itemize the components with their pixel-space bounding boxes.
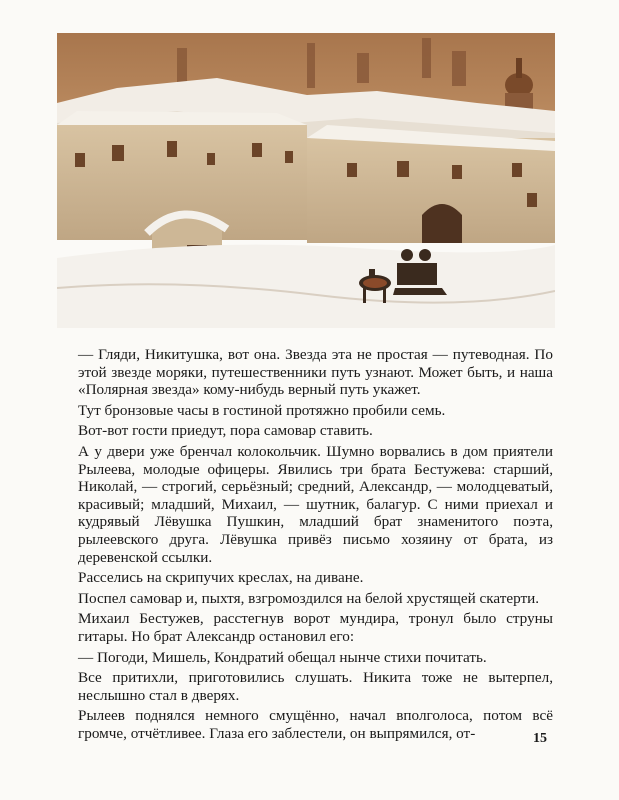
paragraph: Вот-вот гости приедут, пора самовар ставить. [78,422,373,440]
paragraph: Рылеев поднялся немного смущённо, начал вполголоса, потом всё громче, отчётливее. Глаза его заблестели, он выпрямился, от- [78,707,553,742]
paragraph: — Погоди, Мишель, Кондратий обещал нынче стихи почитать. [78,648,487,666]
page-number: 15 [533,731,547,746]
paragraph: Расселись на скрипучих креслах, на диване. [78,569,364,587]
paragraph: Поспел самовар и, пыхтя, взгромоздился на белой хрустящей скатерти. [78,589,540,607]
winter-courtyard-illustration [57,33,555,328]
paragraph: Тут бронзовые часы в гостиной протяжно пробили семь. [78,401,446,419]
paragraph: Михаил Бестужев, расстегнув ворот мундира, тронул было струны гитары. Но брат Александр остановил его: [78,610,553,645]
paragraph: — Гляди, Никитушка, вот она. Звезда эта не простая — путеводная. По этой звезде моряки, путешественники путь узнают. Может быть, и наша «Полярная звезда» кому-нибудь верный путь укажет. [78,346,553,399]
illustration-drawing [57,33,555,328]
paragraph: А у двери уже бренчал колокольчик. Шумно ворвались в дом приятели Рылеева, молодые офицеры. Явились три брата Бестужева: старший, Николай, — строгий, серьёзный; средний, Александр, — молодцеватый, красивый; младший, Михаил, — шутник, балагур. С ними приехал и кудрявый Лёвушка Пушкин, младший брат знаменитого поэта, рылеевского друга. Лёвушка привёз письмо хозяину от брата, из деревенской ссылки. [78,442,553,566]
body-text [78,346,553,745]
paragraph: Все притихли, приготовились слушать. Никита тоже не вытерпел, неслышно стал в дверях. [78,669,553,704]
